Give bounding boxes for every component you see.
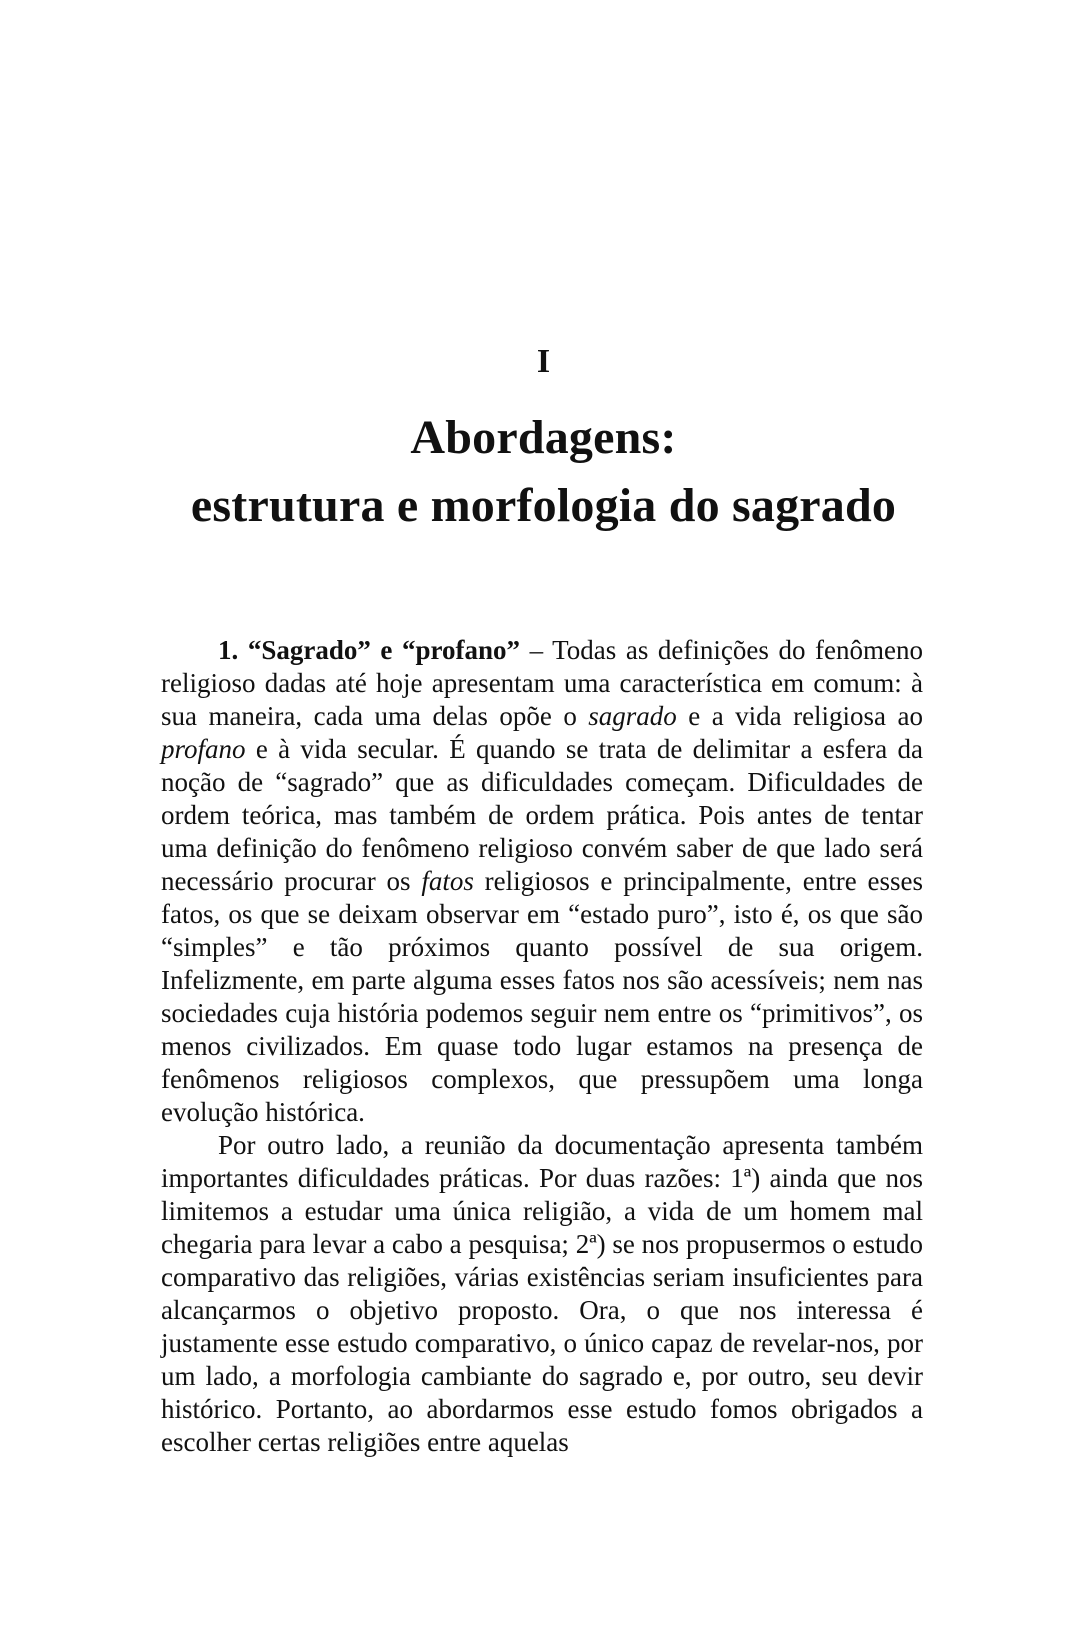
chapter-title-line-2: estrutura e morfologia do sagrado (190, 479, 897, 532)
paragraph-1-part-c: e à vida secular. É quando se trata de delimitar a esfera da noção de “sagrado” que as dificuldades começam. Dificuldades de ordem teórica, mas também de ordem prática. Pois antes de tentar uma definição do fenômeno religioso convém saber de que lado será necessário procurar os (161, 734, 923, 896)
emphasis-sagrado: sagrado (588, 701, 677, 731)
paragraph-1 (161, 634, 923, 1129)
chapter-number: I (536, 343, 551, 380)
body-text (161, 634, 923, 1459)
chapter-title (0, 404, 1087, 540)
paragraph-1-part-d: religiosos e principalmente, entre esses fatos, os que se deixam observar em “estado puro”, isto é, os que são “simples” e tão próximos quanto possível de sua origem. Infelizmente, em parte alguma esses fatos nos são acessíveis; nem nas sociedades cuja história podemos seguir nem entre os “primitivos”, os menos civilizados. Em quase todo lugar estamos na presença de fenômenos religiosos complexos, que pressupõem uma longa evolução histórica. (161, 866, 923, 1127)
emphasis-profano: profano (161, 734, 246, 764)
paragraph-1-part-b: e a vida religiosa ao (676, 701, 923, 731)
chapter-title-line-1: Abordagens: (410, 411, 677, 464)
paragraph-1-part-a: – Todas as definições do fenômeno religioso dadas até hoje apresentam uma característica em comum: à sua maneira, cada uma delas opõe o (161, 635, 923, 731)
section-heading: 1. “Sagrado” e “profano” (218, 635, 521, 665)
emphasis-fatos: fatos (421, 866, 474, 896)
paragraph-2: Por outro lado, a reunião da documentação apresenta também importantes dificuldades práticas. Por duas razões: 1ª) ainda que nos limitemos a estudar uma única religião, a vida de um homem mal chegaria para levar a cabo a pesquisa; 2ª) se nos propusermos o estudo comparativo das religiões, várias existências seriam insuficientes para alcançarmos o objetivo proposto. Ora, o que nos interessa é justamente esse estudo comparativo, o único capaz de revelar-nos, por um lado, a morfologia cambiante do sagrado e, por outro, seu devir histórico. Portanto, ao abordarmos esse estudo fomos obrigados a escolher certas religiões entre aquelas (161, 1130, 923, 1457)
